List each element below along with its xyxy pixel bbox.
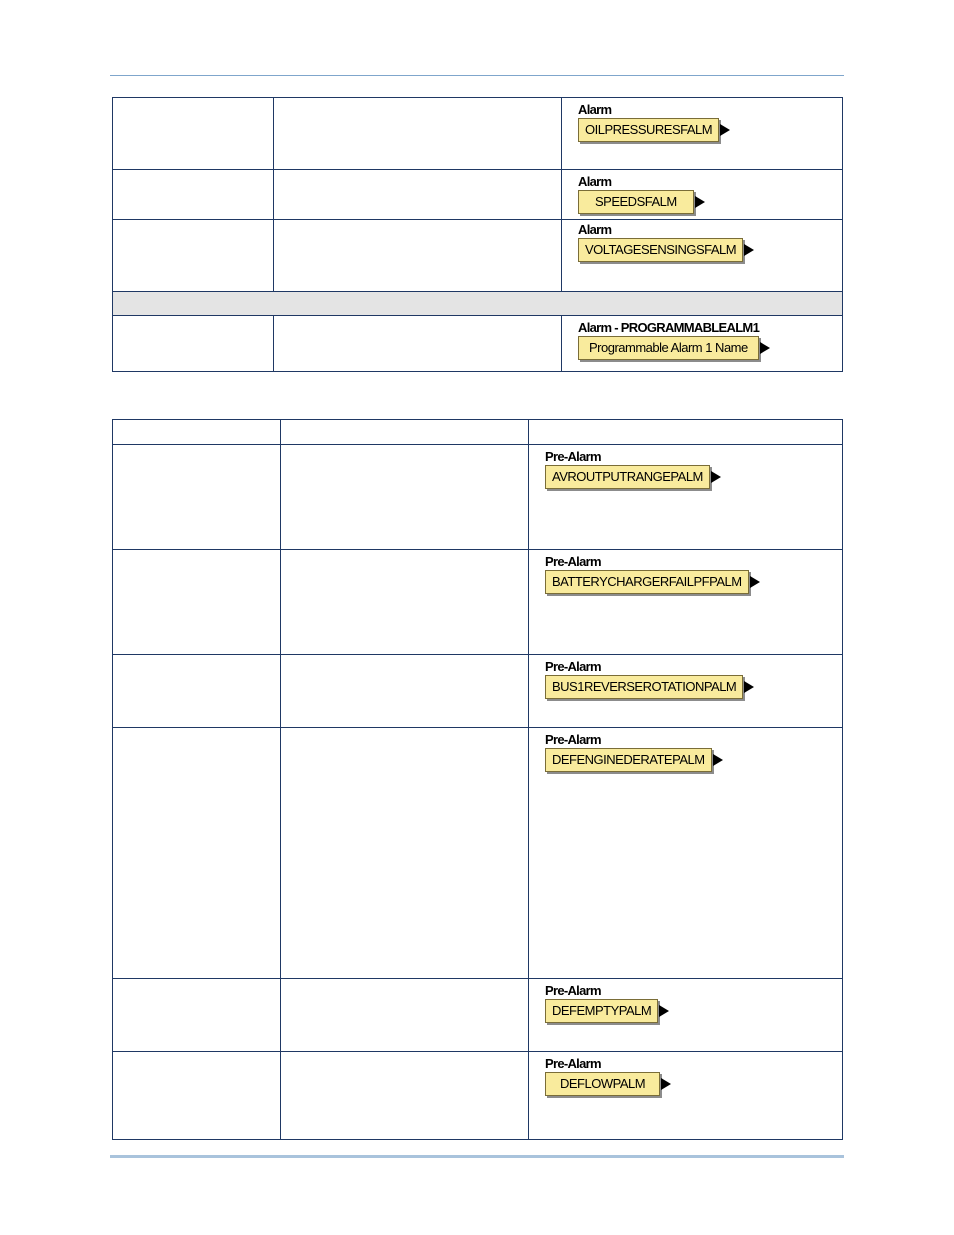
- logic-block: [562, 220, 842, 262]
- table-cell: [529, 1052, 843, 1140]
- table-header-row: [113, 420, 843, 445]
- table-cell: [113, 655, 281, 728]
- table-row: [113, 728, 843, 979]
- table-cell: [113, 220, 274, 292]
- table-cell: [529, 655, 843, 728]
- table-cell: [274, 316, 562, 372]
- table-cell: [113, 170, 274, 220]
- block-label: Pre-Alarm: [545, 659, 601, 674]
- output-arrow-icon: [744, 244, 754, 256]
- table-cell: [281, 655, 529, 728]
- logic-element-tag: AVROUTPUTRANGEPALM: [545, 465, 710, 489]
- logic-element-tag: BUS1REVERSEROTATIONPALM: [545, 675, 743, 699]
- table-cell: [113, 1052, 281, 1140]
- logic-element-tag: VOLTAGESENSINGSFALM: [578, 238, 743, 262]
- table-cell: [274, 220, 562, 292]
- output-arrow-icon: [760, 342, 770, 354]
- table-cell: [113, 292, 843, 316]
- block-label: Pre-Alarm: [545, 732, 601, 747]
- section-header-row: [113, 292, 843, 316]
- block-label: Alarm - PROGRAMMABLEALM1: [578, 320, 760, 335]
- block-label: Pre-Alarm: [545, 1056, 601, 1071]
- block-label: Pre-Alarm: [545, 983, 601, 998]
- logic-block: [529, 445, 842, 489]
- table-cell: [274, 98, 562, 170]
- logic-block: [562, 98, 842, 142]
- table-cell: [113, 316, 274, 372]
- table-cell: [562, 316, 843, 372]
- table-cell: [281, 1052, 529, 1140]
- table-cell: [113, 445, 281, 550]
- table-cell: [113, 98, 274, 170]
- output-arrow-icon: [750, 576, 760, 588]
- block-label: Pre-Alarm: [545, 554, 601, 569]
- table-cell: [529, 728, 843, 979]
- block-label: Alarm: [578, 102, 612, 117]
- table-cell: [113, 728, 281, 979]
- table-cell: [113, 550, 281, 655]
- header-cell: [529, 420, 843, 445]
- output-arrow-icon: [659, 1005, 669, 1017]
- logic-element-tag: DEFLOWPALM: [545, 1072, 660, 1096]
- logic-block: [529, 979, 842, 1023]
- header-cell: [113, 420, 281, 445]
- logic-element-tag: OILPRESSURESFALM: [578, 118, 719, 142]
- table-row: [113, 445, 843, 550]
- table-cell: [281, 445, 529, 550]
- logic-block: [529, 550, 842, 594]
- block-label: Alarm: [578, 222, 612, 237]
- table-cell: [562, 220, 843, 292]
- logic-element-tag: BATTERYCHARGERFAILPFPALM: [545, 570, 749, 594]
- table-row: [113, 1052, 843, 1140]
- logic-block: [529, 1052, 842, 1096]
- output-arrow-icon: [695, 196, 705, 208]
- table-row: [113, 979, 843, 1052]
- logic-element-tag: DEFEMPTYPALM: [545, 999, 658, 1023]
- output-arrow-icon: [711, 471, 721, 483]
- output-arrow-icon: [713, 754, 723, 766]
- table-row: [113, 655, 843, 728]
- table-cell: [281, 728, 529, 979]
- table-cell: [529, 445, 843, 550]
- block-label: Pre-Alarm: [545, 449, 601, 464]
- table-cell: [274, 170, 562, 220]
- table-row: [113, 98, 843, 170]
- output-arrow-icon: [661, 1078, 671, 1090]
- logic-element-tag: DEFENGINEDERATEPALM: [545, 748, 712, 772]
- table-row: [113, 170, 843, 220]
- table-row: [113, 220, 843, 292]
- logic-block: [562, 316, 842, 360]
- header-rule: [110, 75, 844, 76]
- logic-block: [562, 170, 842, 214]
- table-cell: [562, 98, 843, 170]
- pre-alarm-table: [112, 419, 843, 1140]
- table-cell: [529, 979, 843, 1052]
- table-cell: [562, 170, 843, 220]
- header-cell: [281, 420, 529, 445]
- table-cell: [529, 550, 843, 655]
- block-label: Alarm: [578, 174, 612, 189]
- table-row: [113, 316, 843, 372]
- alarm-table: [112, 97, 843, 372]
- logic-element-tag: SPEEDSFALM: [578, 190, 694, 214]
- output-arrow-icon: [744, 681, 754, 693]
- table-cell: [281, 979, 529, 1052]
- logic-block: [529, 728, 842, 772]
- output-arrow-icon: [720, 124, 730, 136]
- footer-rule: [110, 1155, 844, 1158]
- logic-block: [529, 655, 842, 699]
- table-cell: [281, 550, 529, 655]
- table-row: [113, 550, 843, 655]
- table-cell: [113, 979, 281, 1052]
- logic-element-tag: Programmable Alarm 1 Name: [578, 336, 759, 360]
